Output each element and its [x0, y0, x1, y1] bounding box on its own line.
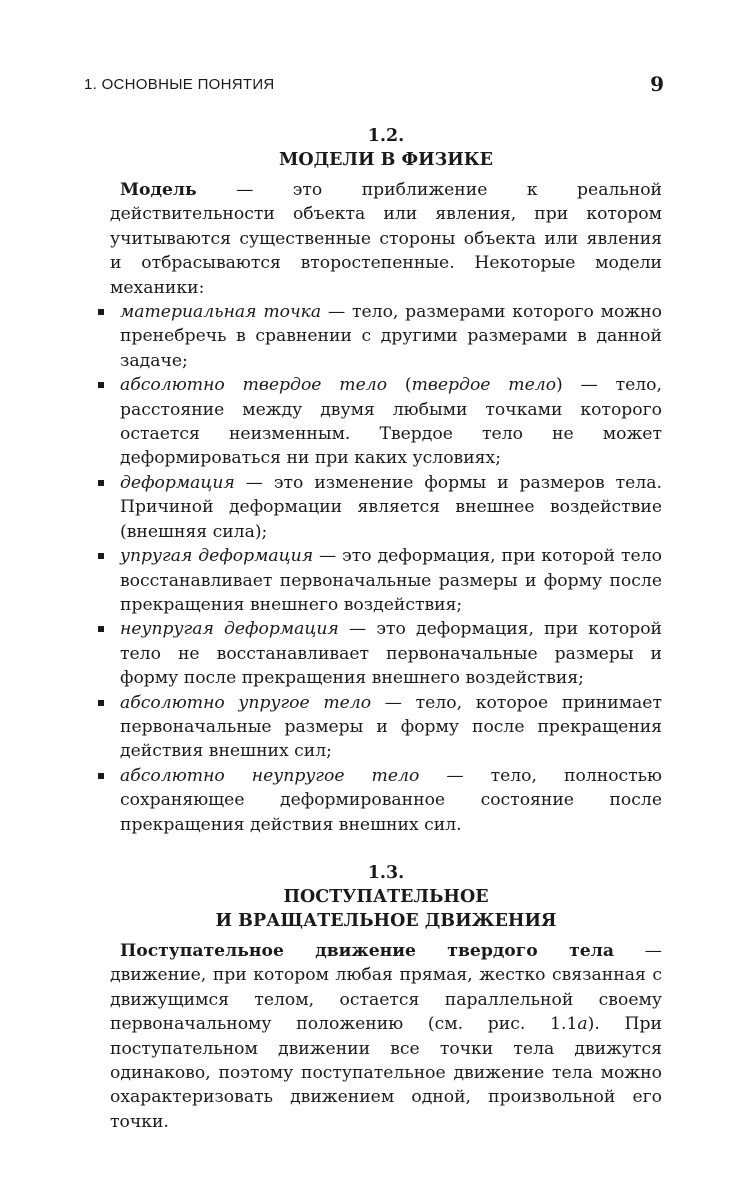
page-body — [110, 124, 662, 1134]
list-item: неупругая деформация — это деформация, при которой тело не восстанавливает первоначальные размеры и форму после прекращения внешнего воздействия; — [110, 617, 662, 690]
bullet-icon — [98, 626, 104, 632]
running-title: 1. ОСНОВНЫЕ ПОНЯТИЯ — [84, 76, 275, 93]
section-1-3-title-line-1: ПОСТУПАТЕЛЬНОЕ — [283, 886, 489, 907]
list-item: абсолютно упругое тело — тело, которое принимает первоначальные размеры и форму после прекращения действия внешних сил; — [110, 691, 662, 764]
term-model: Модель — [120, 180, 197, 200]
bullet-icon — [98, 700, 104, 706]
list-item: абсолютно твердое тело (твердое тело) — тело, расстояние между двумя любыми точками которого остается неизменным. Твердое тело не может деформироваться ни при каких условиях; — [110, 373, 662, 471]
section-1-3-title-line-2: И ВРАЩАТЕЛЬНОЕ ДВИЖЕНИЯ — [215, 910, 557, 931]
model-definition-paragraph: Модель — это приближение к реальной действительности объекта или явления, при котором учитываются существенные стороны объекта или явления и отбрасываются второстепенные. Некоторые модели механики: — [110, 180, 662, 298]
mechanics-models-list — [110, 300, 662, 837]
section-1-2-title: МОДЕЛИ В ФИЗИКЕ — [278, 150, 494, 170]
list-item: материальная точка — тело, размерами которого можно пренебречь в сравнении с другими размерами в данной задаче; — [110, 300, 662, 373]
translational-motion-paragraph: Поступательное движение твердого тела — движение, при котором любая прямая, жестко связанная с движущимся телом, остается параллельной своему первоначальному положению (см. рис. 1.1а). При поступательном движении все точки тела движутся одинаково, поэтому поступательное движение тела можно охарактеризовать движением одной, произвольной его точки. — [110, 940, 662, 1132]
figure-ref-letter: а — [577, 1014, 588, 1035]
running-head — [84, 74, 664, 98]
section-1-2-number: 1.2. — [367, 126, 405, 146]
bullet-icon — [98, 382, 104, 388]
term-translational-motion: Поступательное движение твердого тела — [120, 940, 614, 961]
list-item: деформация — это изменение формы и размеров тела. Причиной деформации является внешнее воздействие (внешняя сила); — [110, 471, 662, 544]
bullet-icon — [98, 309, 104, 315]
section-1-3-number: 1.3. — [367, 862, 405, 883]
page-number: 9 — [650, 72, 664, 96]
bullet-icon — [98, 480, 104, 486]
bullet-icon — [98, 553, 104, 559]
list-item: абсолютно неупругое тело — тело, полностью сохраняющее деформированное состояние после прекращения действия внешних сил. — [110, 764, 662, 837]
bullet-icon — [98, 773, 104, 779]
list-item: упругая деформация — это деформация, при которой тело восстанавливает первоначальные размеры и форму после прекращения внешнего воздействия; — [110, 544, 662, 617]
